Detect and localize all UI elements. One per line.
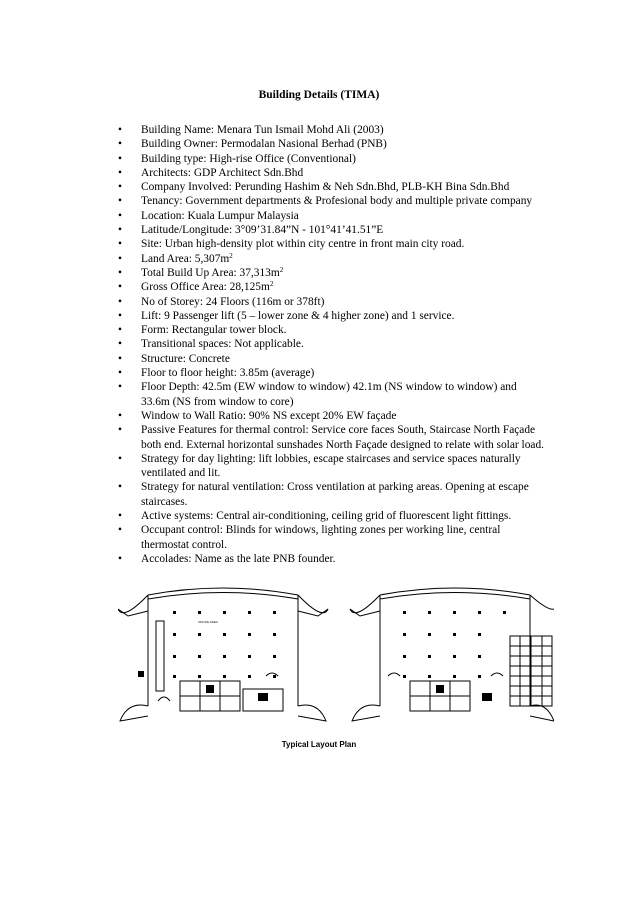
detail-text: Occupant control: Blinds for windows, lighting zones per working line, central bbox=[141, 524, 501, 537]
detail-item bbox=[118, 280, 588, 294]
detail-item bbox=[118, 380, 588, 409]
bullet-icon: • bbox=[118, 181, 122, 194]
floor-plan-left bbox=[118, 588, 328, 721]
detail-item bbox=[118, 194, 588, 208]
detail-text: Total Build Up Area: $37,313m^2$ bbox=[141, 265, 284, 279]
office-area-label: OFFICE AREA bbox=[198, 620, 218, 624]
bullet-icon: • bbox=[118, 552, 122, 565]
detail-item bbox=[118, 252, 588, 266]
detail-item bbox=[118, 323, 588, 337]
bullet-icon: • bbox=[118, 338, 122, 351]
bullet-icon: • bbox=[118, 381, 122, 394]
page-title: Building Details (TIMA) bbox=[258, 89, 380, 101]
bullet-icon: • bbox=[118, 309, 122, 322]
bullet-icon: • bbox=[118, 367, 122, 380]
floor-plan-right-columns bbox=[403, 611, 506, 701]
detail-item bbox=[118, 337, 588, 351]
detail-item bbox=[118, 295, 588, 309]
bullet-icon: • bbox=[118, 266, 122, 279]
detail-text: staircases. bbox=[141, 495, 188, 508]
bullet-icon: • bbox=[118, 281, 122, 294]
detail-item bbox=[118, 180, 588, 194]
detail-text: Floor to floor height: 3.85m (average) bbox=[141, 367, 315, 380]
detail-item bbox=[118, 309, 588, 323]
detail-item bbox=[118, 137, 588, 151]
detail-text: Latitude/Longitude: 3°09’31.84”N - 101°41’41.51”E bbox=[141, 224, 384, 237]
detail-item bbox=[118, 152, 588, 166]
superscript: 2 bbox=[269, 280, 274, 289]
bullet-icon: • bbox=[118, 324, 122, 337]
bullet-icon: • bbox=[118, 224, 122, 237]
bullet-icon: • bbox=[118, 510, 122, 523]
superscript: 2 bbox=[279, 265, 284, 274]
typical-layout-plan-figure bbox=[118, 581, 554, 731]
superscript: 2 bbox=[229, 251, 233, 260]
detail-text: both end. External horizontal sunshades North Façade designed to relate with solar load. bbox=[141, 438, 544, 451]
detail-text: Building Owner: Permodalan Nasional Berhad (PNB) bbox=[141, 138, 387, 151]
detail-text: No of Storey: 24 Floors (116m or 378ft) bbox=[141, 295, 325, 308]
bullet-icon: • bbox=[118, 481, 122, 494]
detail-item bbox=[118, 423, 588, 452]
detail-item bbox=[118, 366, 588, 380]
bullet-icon: • bbox=[118, 195, 122, 208]
bullet-icon: • bbox=[118, 166, 122, 179]
detail-text: Window to Wall Ratio: 90% NS except 20% EW façade bbox=[141, 409, 397, 422]
detail-text: Gross Office Area: $28,125m^2$ bbox=[141, 280, 274, 294]
bullet-icon: • bbox=[118, 238, 122, 251]
floor-plan-right bbox=[350, 588, 554, 721]
bullet-icon: • bbox=[118, 452, 122, 465]
detail-text: 33.6m (NS from window to core) bbox=[141, 395, 294, 408]
detail-item bbox=[118, 209, 588, 223]
detail-text: Floor Depth: 42.5m (EW window to window) 42.1m (NS window to window) and bbox=[141, 381, 517, 394]
detail-item bbox=[118, 509, 588, 523]
floor-plan-left-columns bbox=[138, 611, 276, 701]
detail-text: Company Involved: Perunding Hashim & Neh Sdn.Bhd, PLB-KH Bina Sdn.Bhd bbox=[141, 181, 510, 194]
detail-text: Form: Rectangular tower block. bbox=[141, 324, 287, 337]
detail-text: thermostat control. bbox=[141, 538, 228, 551]
detail-text: Architects: GDP Architect Sdn.Bhd bbox=[141, 166, 304, 179]
detail-text: Active systems: Central air-conditioning, ceiling grid of fluorescent light fittings. bbox=[141, 510, 512, 523]
detail-text: Passive Features for thermal control: Service core faces South, Staircase North Façade bbox=[141, 424, 536, 437]
detail-item bbox=[118, 123, 588, 137]
detail-item bbox=[118, 237, 588, 251]
detail-item bbox=[118, 166, 588, 180]
detail-item bbox=[118, 523, 588, 552]
detail-item bbox=[118, 266, 588, 280]
detail-text: Site: Urban high-density plot within city centre in front main city road. bbox=[141, 238, 465, 251]
bullet-icon: • bbox=[118, 138, 122, 151]
building-details-list bbox=[118, 123, 588, 566]
detail-item bbox=[118, 223, 588, 237]
bullet-icon: • bbox=[118, 252, 122, 265]
detail-text: Transitional spaces: Not applicable. bbox=[141, 338, 304, 351]
detail-item bbox=[118, 552, 588, 566]
detail-text: Location: Kuala Lumpur Malaysia bbox=[141, 209, 299, 222]
detail-text: ventilated and lit. bbox=[141, 467, 221, 480]
bullet-icon: • bbox=[118, 424, 122, 437]
detail-item bbox=[118, 409, 588, 423]
detail-item bbox=[118, 452, 588, 481]
detail-text: Strategy for natural ventilation: Cross ventilation at parking areas. Opening at escape bbox=[141, 481, 529, 494]
bullet-icon: • bbox=[118, 295, 122, 308]
detail-text: Structure: Concrete bbox=[141, 352, 230, 365]
detail-item bbox=[118, 480, 588, 509]
bullet-icon: • bbox=[118, 152, 122, 165]
bullet-icon: • bbox=[118, 524, 122, 537]
detail-text: Lift: 9 Passenger lift (5 – lower zone & 4 higher zone) and 1 service. bbox=[141, 309, 455, 322]
detail-text: Accolades: Name as the late PNB founder. bbox=[141, 552, 336, 565]
detail-text: Building Name: Menara Tun Ismail Mohd Ali (2003) bbox=[141, 124, 384, 136]
detail-text: Strategy for day lighting: lift lobbies, escape staircases and service spaces naturally bbox=[141, 452, 521, 465]
figure-caption: Typical Layout Plan bbox=[281, 740, 357, 749]
detail-text: Land Area: $5,307m^2$ bbox=[141, 251, 233, 265]
detail-item bbox=[118, 352, 588, 366]
bullet-icon: • bbox=[118, 409, 122, 422]
bullet-icon: • bbox=[118, 124, 122, 136]
bullet-icon: • bbox=[118, 352, 122, 365]
detail-text: Tenancy: Government departments & Profesional body and multiple private company bbox=[141, 195, 533, 208]
detail-text: Building type: High-rise Office (Conventional) bbox=[141, 152, 356, 165]
bullet-icon: • bbox=[118, 209, 122, 222]
